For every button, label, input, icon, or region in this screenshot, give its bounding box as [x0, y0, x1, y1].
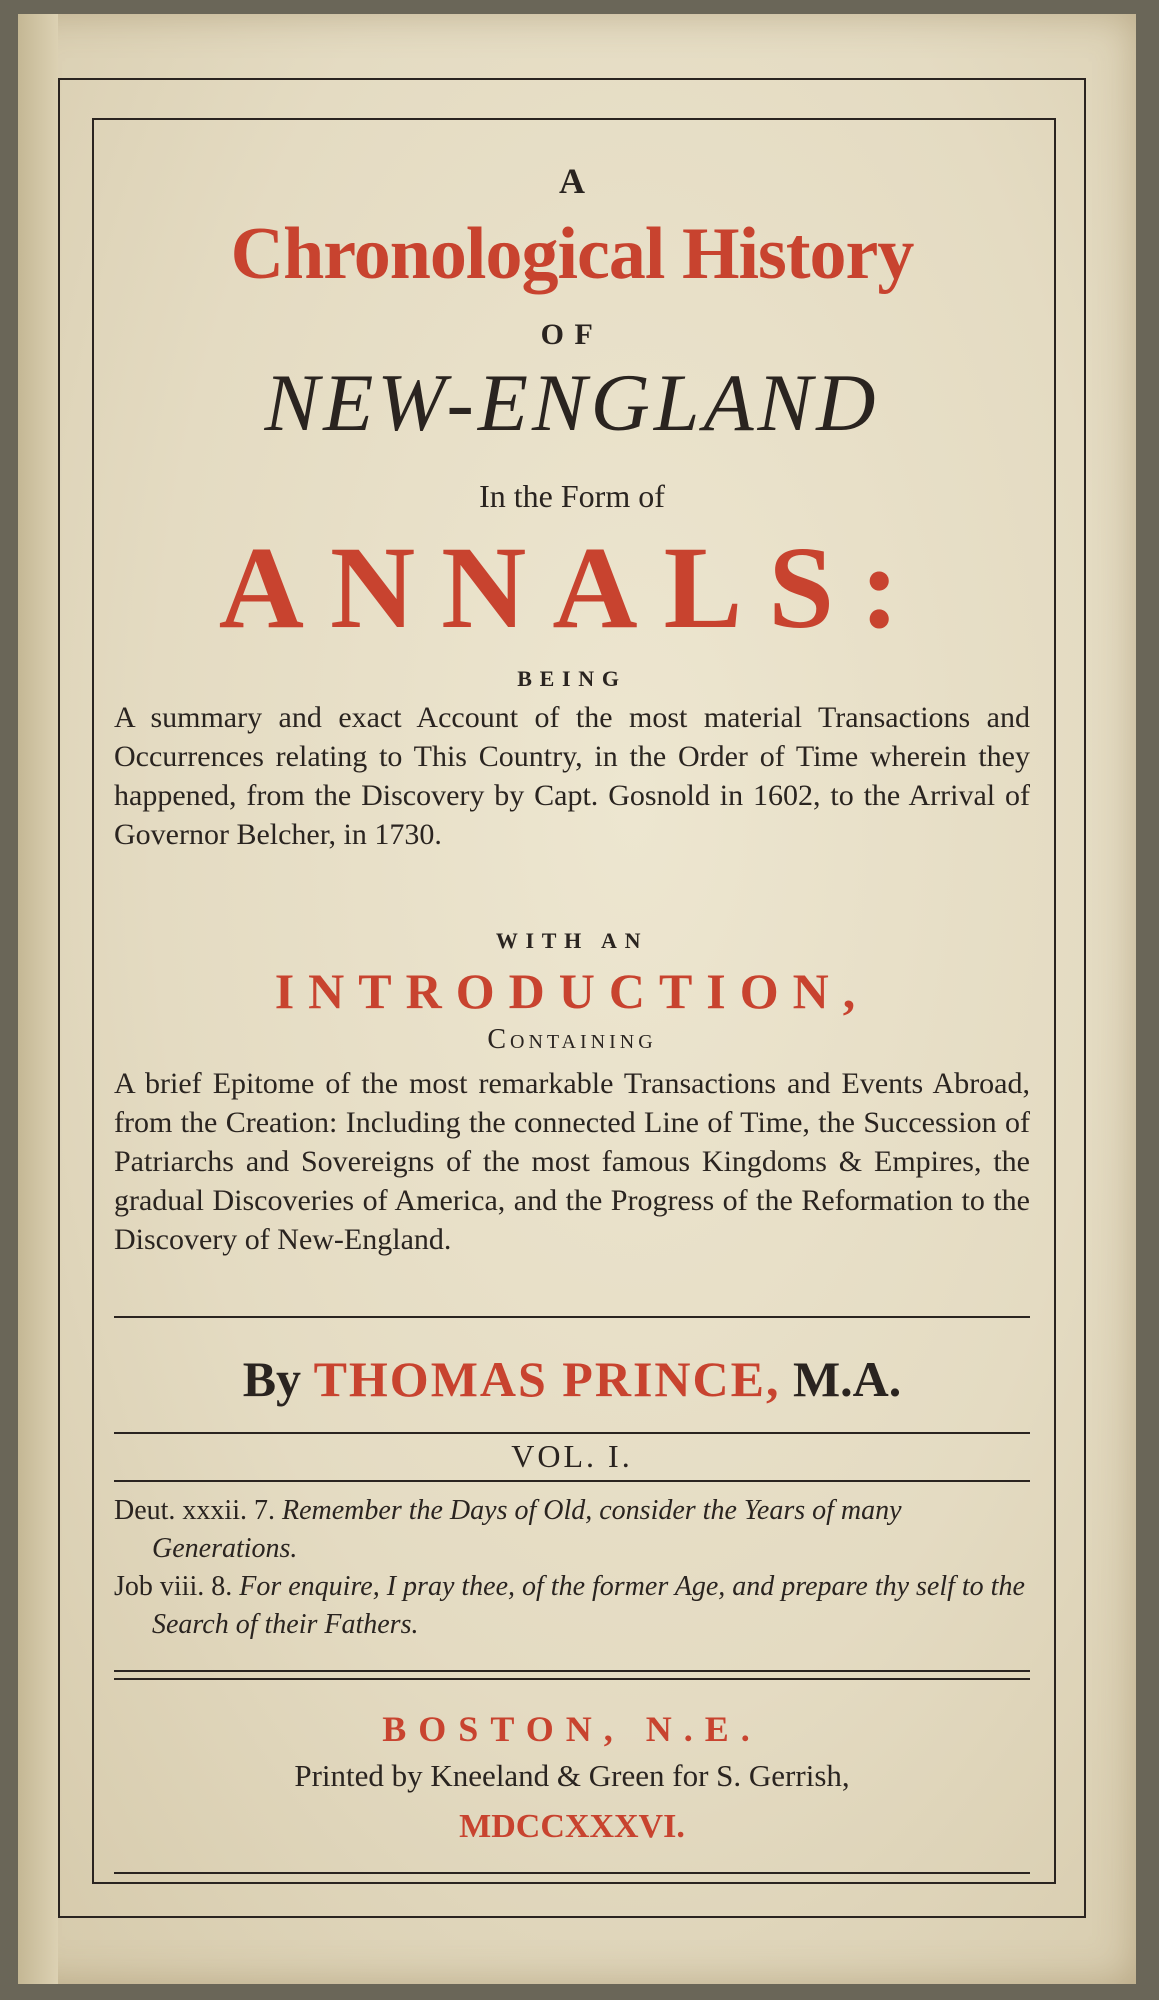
title-of: OF — [540, 318, 604, 351]
title-in-the-form-of: In the Form of — [479, 478, 665, 514]
imprint-place: BOSTON, N.E. — [382, 1709, 762, 1749]
motto-job — [114, 1568, 1030, 1644]
author-degree: M.A. — [792, 1351, 902, 1407]
title-page-content — [114, 118, 1030, 1878]
title-new-england: NEW-ENGLAND — [264, 357, 880, 448]
motto-deuteronomy-ref: Deut. xxxii. 7. — [114, 1495, 275, 1526]
title-article: A — [559, 161, 585, 201]
imprint-rule-top-double — [114, 1678, 1030, 1680]
motto-deuteronomy-text: Remember the Days of Old, consider the Years of many Generations. — [152, 1495, 902, 1564]
title-annals: ANNALS: — [218, 522, 926, 653]
author-line — [114, 1350, 1030, 1408]
motto-job-ref: Job viii. 8. — [114, 1571, 233, 1602]
imprint-rule-top — [114, 1670, 1030, 1672]
title-chronological-history: Chronological History — [230, 213, 914, 295]
motto-deuteronomy — [114, 1492, 1030, 1568]
book-spine-edge — [18, 14, 58, 1984]
motto-block — [114, 1492, 1030, 1644]
volume-label: VOL. I. — [511, 1438, 633, 1474]
introduction-paragraph: A brief Epitome of the most remarkable Transactions and Events Abroad, from the Creation: Including the connected Line of Time, the Succession of Patriarchs and Sovereigns of the most famous Kingdoms & Empires, the gradual Discoveries of America, and the Progress of the Reformation to the Discovery of New-England. — [114, 1067, 1030, 1256]
description-paragraph: A summary and exact Account of the most material Transactions and Occurrences relating to This Country, in the Order of Time wherein they happened, from the Discovery by Capt. Gosnold in 1602, to the Arrival of Governor Belcher, in 1730. — [114, 701, 1030, 851]
author-name: THOMAS PRINCE, — [313, 1351, 781, 1407]
author-by: By — [242, 1351, 302, 1407]
introduction-heading: INTRODUCTION, — [274, 963, 870, 1019]
author-rule-top — [114, 1316, 1030, 1318]
being-label: BEING — [517, 666, 627, 691]
motto-job-text: For enquire, I pray thee, of the former Age, and prepare thy self to the Search of their Fathers. — [152, 1571, 1025, 1640]
containing-label: Containing — [487, 1024, 657, 1055]
volume-rule-top — [114, 1432, 1030, 1434]
title-page — [18, 14, 1136, 1984]
bottom-rule — [114, 1872, 1030, 1874]
with-an-label: WITH AN — [495, 928, 649, 953]
imprint-year: MDCCXXXVI. — [459, 1808, 685, 1845]
imprint-printer: Printed by Kneeland & Green for S. Gerrish, — [294, 1758, 850, 1793]
motto-rule-top — [114, 1480, 1030, 1482]
